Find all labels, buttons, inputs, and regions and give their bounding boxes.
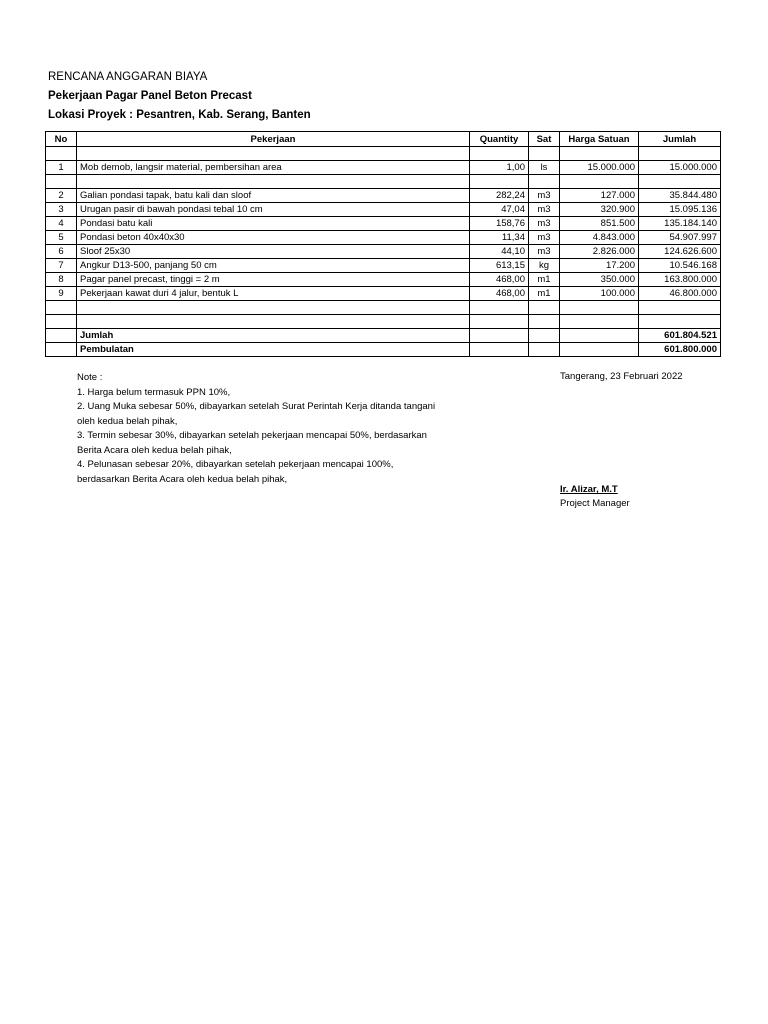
signature-block xyxy=(560,371,683,509)
table-cell xyxy=(470,315,529,329)
table-cell: 2 xyxy=(46,189,77,203)
place-date: Tangerang, 23 Februari 2022 xyxy=(560,371,683,382)
table-cell xyxy=(470,147,529,161)
table-cell: m1 xyxy=(529,287,560,301)
table-cell: 6 xyxy=(46,245,77,259)
table-cell xyxy=(77,315,470,329)
table-cell: 320.900 xyxy=(560,203,639,217)
table-cell: 46.800.000 xyxy=(639,287,721,301)
signatory-name: Ir. Alizar, M.T xyxy=(560,484,618,495)
table-cell: 100.000 xyxy=(560,287,639,301)
table-cell xyxy=(560,329,639,343)
table-cell xyxy=(470,343,529,357)
table-cell: 8 xyxy=(46,273,77,287)
table-cell xyxy=(529,175,560,189)
table-cell xyxy=(46,343,77,357)
budget-table xyxy=(45,131,721,357)
note-line: oleh kedua belah pihak, xyxy=(77,415,178,427)
table-cell xyxy=(529,329,560,343)
table-cell xyxy=(470,301,529,315)
table-cell xyxy=(560,147,639,161)
document-heading xyxy=(48,68,311,125)
table-cell: 1,00 xyxy=(470,161,529,175)
table-cell: ls xyxy=(529,161,560,175)
column-header-no: No xyxy=(46,132,77,147)
table-cell xyxy=(46,301,77,315)
table-cell: 17.200 xyxy=(560,259,639,273)
table-cell: Pondasi beton 40x40x30 xyxy=(77,231,470,245)
table-cell: 47,04 xyxy=(470,203,529,217)
project-location: Lokasi Proyek : Pesantren, Kab. Serang, Banten xyxy=(48,109,311,121)
column-header-sat: Sat xyxy=(529,132,560,147)
table-cell: 468,00 xyxy=(470,273,529,287)
rounding-label: Pembulatan xyxy=(77,343,470,357)
table-row xyxy=(46,259,721,273)
table-cell: 15.000.000 xyxy=(560,161,639,175)
table-cell: 11,34 xyxy=(470,231,529,245)
table-cell xyxy=(529,343,560,357)
table-cell: Pagar panel precast, tinggi = 2 m xyxy=(77,273,470,287)
table-cell: m1 xyxy=(529,273,560,287)
table-row xyxy=(46,175,721,189)
table-cell: 7 xyxy=(46,259,77,273)
table-cell xyxy=(560,315,639,329)
table-row xyxy=(46,245,721,259)
table-cell: m3 xyxy=(529,231,560,245)
table-cell: 613,15 xyxy=(470,259,529,273)
table-row xyxy=(46,301,721,315)
table-cell: 15.095.136 xyxy=(639,203,721,217)
table-cell: Pondasi batu kali xyxy=(77,217,470,231)
table-cell xyxy=(77,147,470,161)
table-cell: Angkur D13-500, panjang 50 cm xyxy=(77,259,470,273)
table-cell xyxy=(77,175,470,189)
column-header-pekerjaan: Pekerjaan xyxy=(77,132,470,147)
table-header-row xyxy=(46,132,721,147)
table-cell: 5 xyxy=(46,231,77,245)
table-cell xyxy=(470,329,529,343)
rounding-value: 601.800.000 xyxy=(639,343,721,357)
table-row xyxy=(46,217,721,231)
payment-notes xyxy=(77,371,435,487)
table-cell xyxy=(560,343,639,357)
table-cell: Sloof 25x30 xyxy=(77,245,470,259)
table-cell: 127.000 xyxy=(560,189,639,203)
table-row xyxy=(46,147,721,161)
table-row xyxy=(46,273,721,287)
table-cell: 54.907.997 xyxy=(639,231,721,245)
table-row xyxy=(46,161,721,175)
table-cell: 9 xyxy=(46,287,77,301)
total-label: Jumlah xyxy=(77,329,470,343)
table-cell xyxy=(46,175,77,189)
document-subtitle: Pekerjaan Pagar Panel Beton Precast xyxy=(48,90,252,102)
table-cell xyxy=(77,301,470,315)
table-cell xyxy=(639,315,721,329)
total-row xyxy=(46,329,721,343)
table-cell xyxy=(560,301,639,315)
table-cell xyxy=(639,301,721,315)
table-row xyxy=(46,315,721,329)
table-row xyxy=(46,203,721,217)
table-row xyxy=(46,287,721,301)
signatory-role: Project Manager xyxy=(560,498,630,509)
table-cell: 851.500 xyxy=(560,217,639,231)
column-header-jumlah: Jumlah xyxy=(639,132,721,147)
document-title: RENCANA ANGGARAN BIAYA xyxy=(48,71,208,83)
table-cell: m3 xyxy=(529,189,560,203)
total-value: 601.804.521 xyxy=(639,329,721,343)
rounding-row xyxy=(46,343,721,357)
table-cell: Galian pondasi tapak, batu kali dan sloof xyxy=(77,189,470,203)
note-line: 2. Uang Muka sebesar 50%, dibayarkan setelah Surat Perintah Kerja ditanda tangani xyxy=(77,401,436,412)
table-cell xyxy=(639,175,721,189)
table-cell: 4 xyxy=(46,217,77,231)
table-cell: 35.844.480 xyxy=(639,189,721,203)
table-row xyxy=(46,231,721,245)
notes-heading: Note : xyxy=(77,372,103,383)
table-cell: 3 xyxy=(46,203,77,217)
note-line: 3. Termin sebesar 30%, dibayarkan setelah pekerjaan mencapai 50%, berdasarkan xyxy=(77,430,427,441)
table-cell: 282,24 xyxy=(470,189,529,203)
column-header-quantity: Quantity xyxy=(470,132,529,147)
table-cell xyxy=(470,175,529,189)
note-line: Berita Acara oleh kedua belah pihak, xyxy=(77,444,232,456)
note-line: 1. Harga belum termasuk PPN 10%, xyxy=(77,386,231,398)
table-cell: m3 xyxy=(529,217,560,231)
table-cell: 135.184.140 xyxy=(639,217,721,231)
table-cell xyxy=(529,301,560,315)
table-cell: 1 xyxy=(46,161,77,175)
table-cell xyxy=(529,147,560,161)
column-header-harga-satuan: Harga Satuan xyxy=(560,132,639,147)
table-cell: 2.826.000 xyxy=(560,245,639,259)
table-cell xyxy=(46,329,77,343)
table-row xyxy=(46,189,721,203)
table-cell xyxy=(560,175,639,189)
table-cell: 158,76 xyxy=(470,217,529,231)
table-cell xyxy=(639,147,721,161)
table-cell: m3 xyxy=(529,203,560,217)
table-cell: 4.843.000 xyxy=(560,231,639,245)
table-cell xyxy=(529,315,560,329)
table-cell: 10.546.168 xyxy=(639,259,721,273)
table-cell: Urugan pasir di bawah pondasi tebal 10 cm xyxy=(77,203,470,217)
table-cell: m3 xyxy=(529,245,560,259)
table-cell xyxy=(46,315,77,329)
table-cell: 163.800.000 xyxy=(639,273,721,287)
table-cell: 468,00 xyxy=(470,287,529,301)
table-cell: Mob demob, langsir material, pembersihan area xyxy=(77,161,470,175)
note-line: 4. Pelunasan sebesar 20%, dibayarkan setelah pekerjaan mencapai 100%, xyxy=(77,459,394,470)
table-cell: Pekerjaan kawat duri 4 jalur, bentuk L xyxy=(77,287,470,301)
table-cell: kg xyxy=(529,259,560,273)
table-cell xyxy=(46,147,77,161)
table-cell: 350.000 xyxy=(560,273,639,287)
table-cell: 44,10 xyxy=(470,245,529,259)
note-line: berdasarkan Berita Acara oleh kedua belah pihak, xyxy=(77,473,288,485)
table-cell: 124.626.600 xyxy=(639,245,721,259)
table-cell: 15.000.000 xyxy=(639,161,721,175)
